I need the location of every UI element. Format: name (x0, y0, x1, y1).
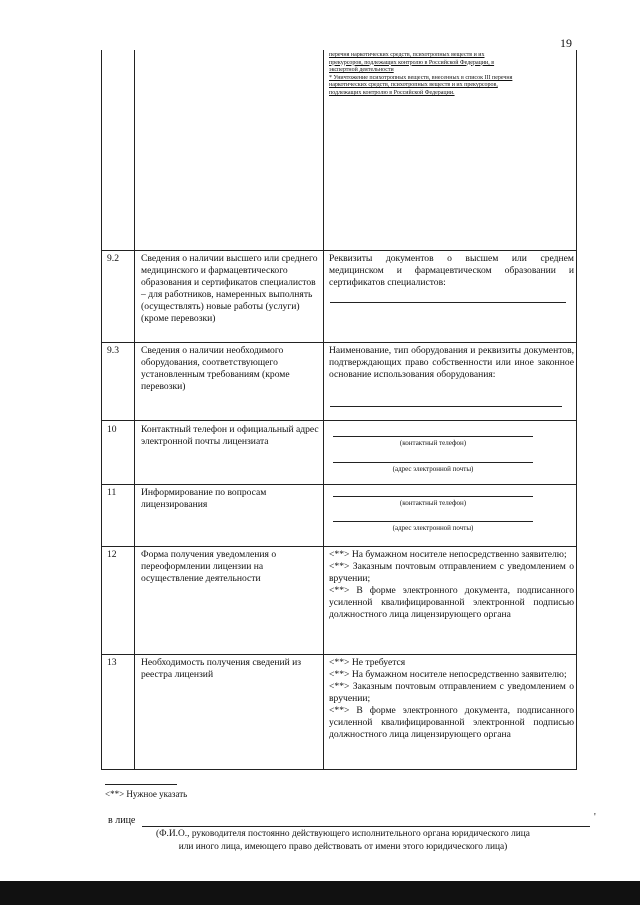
email-caption: (адрес электронной почты) (392, 524, 474, 532)
representative-name-line[interactable] (142, 826, 590, 827)
row-content: Реквизиты документов о высшем или среднем медицинском и фармацевтическом образовании и сертификатов специалистов: (329, 253, 574, 288)
phone-line[interactable] (333, 436, 533, 437)
option-item[interactable]: <**> На бумажном носителе непосредственно заявителю; (329, 549, 567, 560)
row-label: Сведения о наличии высшего или среднего медицинского и фармацевтического образования и сертификатов специалистов – для работников, намеренных выполнять (осуществлять) новые работы (услуги) (кроме перевозки) (141, 253, 318, 324)
row-label: Необходимость получения сведений из реестра лицензий (141, 657, 302, 680)
row-label: Контактный телефон и официальный адрес электронной почты лицензиата (141, 424, 319, 447)
option-list (329, 549, 574, 621)
row-number: 9.3 (107, 345, 119, 356)
option-list (329, 657, 574, 741)
option-item[interactable]: <**> Заказным почтовым отправлением с уведомлением о вручении; (329, 561, 574, 584)
phone-line[interactable] (333, 496, 533, 497)
page-number: 19 (560, 36, 572, 50)
continuation-line: * Уничтожение психотропных веществ, внесенных в список III перечня (329, 74, 513, 81)
row-border (101, 654, 577, 655)
row-border (101, 420, 577, 421)
footnote-rule (105, 784, 177, 785)
row-number: 9.2 (107, 253, 119, 264)
row-number: 13 (107, 657, 117, 668)
option-item[interactable]: <**> Заказным почтовым отправлением с уведомлением о вручении; (329, 681, 574, 704)
row-number: 10 (107, 424, 117, 435)
continuation-line: наркотических средств, психотропных веществ и их прекурсоров, (329, 82, 498, 89)
application-table (101, 50, 577, 770)
phone-caption: (контактный телефон) (399, 499, 467, 507)
row-border (101, 484, 577, 485)
table-border-right (576, 50, 577, 770)
row-label: Сведения о наличии необходимого оборудования, соответствующего установленным требованиям (кроме перевозки) (141, 345, 290, 392)
continuation-line: перечня наркотических средств, психотропных веществ и их (329, 52, 485, 58)
email-line[interactable] (333, 462, 533, 463)
option-item[interactable]: <**> Не требуется (329, 657, 406, 668)
footnote: <**> Нужное указать (105, 789, 188, 799)
v-lice-label: в лице (108, 815, 136, 826)
email-caption: (адрес электронной почты) (392, 465, 474, 473)
fill-line[interactable] (330, 406, 562, 407)
table-border-bottom (101, 769, 577, 770)
row-border (101, 546, 577, 547)
row-content: Наименование, тип оборудования и реквизиты документов, подтверждающих право собственности или иное законное основание использования оборудования: (329, 345, 574, 380)
email-line[interactable] (333, 521, 533, 522)
option-item[interactable]: <**> В форме электронного документа, подписанного усиленной квалифицированной электронной подписью должностного лица лицензирующего органа (329, 705, 574, 740)
caption-line: или иного лица, имеющего право действовать от имени этого юридического лица) (178, 841, 508, 852)
table-divider-label (323, 50, 324, 770)
row-border (101, 342, 577, 343)
option-item[interactable]: <**> В форме электронного документа, подписанного усиленной квалифицированной электронной подписью должностного лица лицензирующего органа (329, 585, 574, 620)
row-number: 11 (107, 487, 117, 498)
fill-line[interactable] (330, 302, 566, 303)
representative-caption (108, 828, 578, 853)
row-label: Информирование по вопросам лицензирования (141, 487, 267, 510)
row-number: 12 (107, 549, 117, 560)
row-border (101, 250, 577, 251)
stray-mark: ' (594, 812, 596, 823)
continuation-text (329, 52, 574, 98)
continuation-line: прекурсоров, подлежащих контролю в Российской Федерации, в (329, 59, 495, 66)
scan-bottom-edge (0, 881, 640, 905)
option-item[interactable]: <**> На бумажном носителе непосредственно заявителю; (329, 669, 567, 680)
continuation-line: подлежащих контролю в Российской Федерации. (329, 89, 455, 96)
caption-line: (Ф.И.О., руководителя постоянно действующего исполнительного органа юридического лица (156, 829, 530, 839)
row-label: Форма получения уведомления о переоформлении лицензии на осуществление деятельности (141, 549, 277, 584)
continuation-line: экспертной деятельности (329, 67, 394, 74)
phone-caption: (контактный телефон) (399, 439, 467, 447)
table-divider-num (134, 50, 135, 770)
table-border-left (101, 50, 102, 770)
